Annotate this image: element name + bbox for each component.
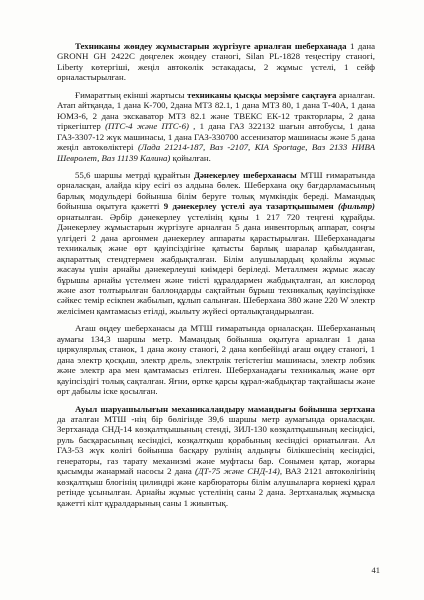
text-run: орнатылған. Әрбір дәнекерлеу үстелінің құны 1 217 720 теңгені құрайды. Дәнекерлеу жұмыстарын жүргізуге арналған 5 дана инвенторлық аппарат, соңғы үлгідегі 2 дана аргонмен дәнекерлеу аппараты қарастырылған. Шеберханадағы техникалық және өрт қауіпсіздігіне қатысты барлық шаралар қабылданған, ақпараттық стендтермен жабдықталған. Білім алушылардың қолайлы жұмыс жасауы үшін арнайы дәнекерлеуші киімдері беріледі. Металлмен жұмыс жасау бұрышы арнайы үстелмен және тиісті құралдармен жабдықталған, ал кислород және азот толтырылған баллондарды сақтайтын бұрыш техникалық қауіпсіздікке сәйкес темір есікпен жабылып, құлып салынған. Шеберхана 380 және 220 W электр желісімен қамтамасыз етілді, жылыту жүйесі орталықтандырылған. bbox=[57, 211, 375, 316]
emphasized-text: (ДТ-75 және СНД-14) bbox=[195, 466, 280, 477]
emphasized-text: (Лада 21214-187, Ваз -2107, KIA Sportage, Ваз 2133 НИВА Шевролет, Ваз 11139 Калина) bbox=[57, 142, 375, 163]
document-body bbox=[57, 41, 375, 508]
text-run: Ғимараттың екінші жартысы bbox=[75, 89, 188, 100]
paragraph bbox=[57, 404, 375, 509]
emphasized-text: техниканы қысқы мерзімге сақтауға bbox=[187, 89, 337, 100]
text-run: да аталған МТШ -нің бір бөлігінде 39,6 шаршы метр аумағында орналасқан. Зертханада СНД-14 көзқалтқышының стенді, ЗИЛ-130 көзқалтқышының кесіндісі, руль басқарасының кесіндісі, көзқалтқыш қорабының кесіндісі орнатылған. Ал ГАЗ-53 жүк көлігі бойынша басқару рулінің алдыңғы білікшесінің кесіндісі, генераторы, газ тарату механизмі және муфтасы бар. Сонымен қатар, жоғары қысымды жанармай насосы 2 дана bbox=[57, 413, 375, 477]
paragraph bbox=[57, 90, 375, 163]
text-run: МТШ ғимаратында орналасқан, алайда кіру есігі өз алдына бөлек. Шеберхана оқу бағдарламасының барлық модульдері бойынша білім беруге толық мүмкіндік береді. Мамандық бойынша оқытуға қажетті bbox=[57, 169, 376, 212]
page-number: 41 bbox=[371, 565, 380, 575]
emphasized-text: 9 дәнекерлеу үстелі ауа тазартқышымен bbox=[163, 201, 334, 212]
paragraph bbox=[57, 41, 375, 83]
text-run: , 1 дана ГАЗ 322132 шағын автобусы, 1 дана ГАЗ-3307-12 жүк машинасы, 1 дана ГАЗ-330700 ассенизатор машинасы және 5 дана жеңіл автокөліктері bbox=[57, 121, 376, 153]
text-run: арналған. Атап айтқанда, 1 дана К-700, 2дана МТЗ 82.1, 1 дана МТЗ 80, 1 дана Т-40А, 1 дана ЮМЗ-6, 2 дана экскаватор МТЗ 82.1 және ТВЕКС ЕК-12 тракторлары, 2 дана тіркегіштер bbox=[57, 89, 375, 132]
emphasized-text: Техниканы жөндеу жұмыстарын жүргізуге арналған шеберханада bbox=[75, 41, 347, 51]
emphasized-text: Ауыл шаруашылығын механикаландыру мамандығы бойынша зертхана bbox=[75, 403, 375, 414]
emphasized-text: (фильтр) bbox=[337, 201, 375, 212]
paragraph bbox=[57, 170, 375, 316]
paragraph bbox=[57, 323, 375, 396]
emphasized-text: Дәнекерлеу шеберханасы bbox=[193, 169, 297, 180]
text-run: , ВАЗ 2121 автокөлігінің көзқалтқыш блогінің цилиндрі және карбюраторы білім алушыларға көрнекі құрал ретінде ұсынылған. Арнайы жұмыс үстелінің саны 2 дана. Зертханалық жұмысқа қажетті кілт құралдарының саны 1 жиынтық. bbox=[57, 466, 375, 508]
text-run: Ағаш өңдеу шеберханасы да МТШ ғимаратында орналасқан. Шеберхананың аумағы 134,3 шаршы метр. Мамандық бойынша оқытуға арналған 1 дана циркулярлық станок, 1 дана жону станогі, 2 дана көпбейінді ағаш өңдеу станогі, 1 дана электр қосқыш, электр дрель, электрлік тегістегіш машинасы, электр лобзик және электр ара мен қамтамасыз етілген. Шеберханадағы техникалық және өрт қауіпсіздігі толық сақталған. Яғни, өртке қарсы құрал-жабдықтар тақтайшасы және өрт дабылы іске қосылған. bbox=[57, 323, 375, 397]
text-run: 55,6 шаршы метрді құрайтын bbox=[75, 169, 194, 180]
text-run: 1 дана GRONH GH 2422С дөңгелек жөндеу станогі, Silan PL-1828 теңестіру станогі, Liberty көтергіші, жеңіл автокөлік эстакадасы, 2 жұмыс үстелі, 1 сейф орналастырылған. bbox=[57, 41, 376, 83]
emphasized-text: (ПТС-4 және ПТС-6) bbox=[105, 121, 189, 132]
text-run: қойылған. bbox=[170, 152, 211, 163]
